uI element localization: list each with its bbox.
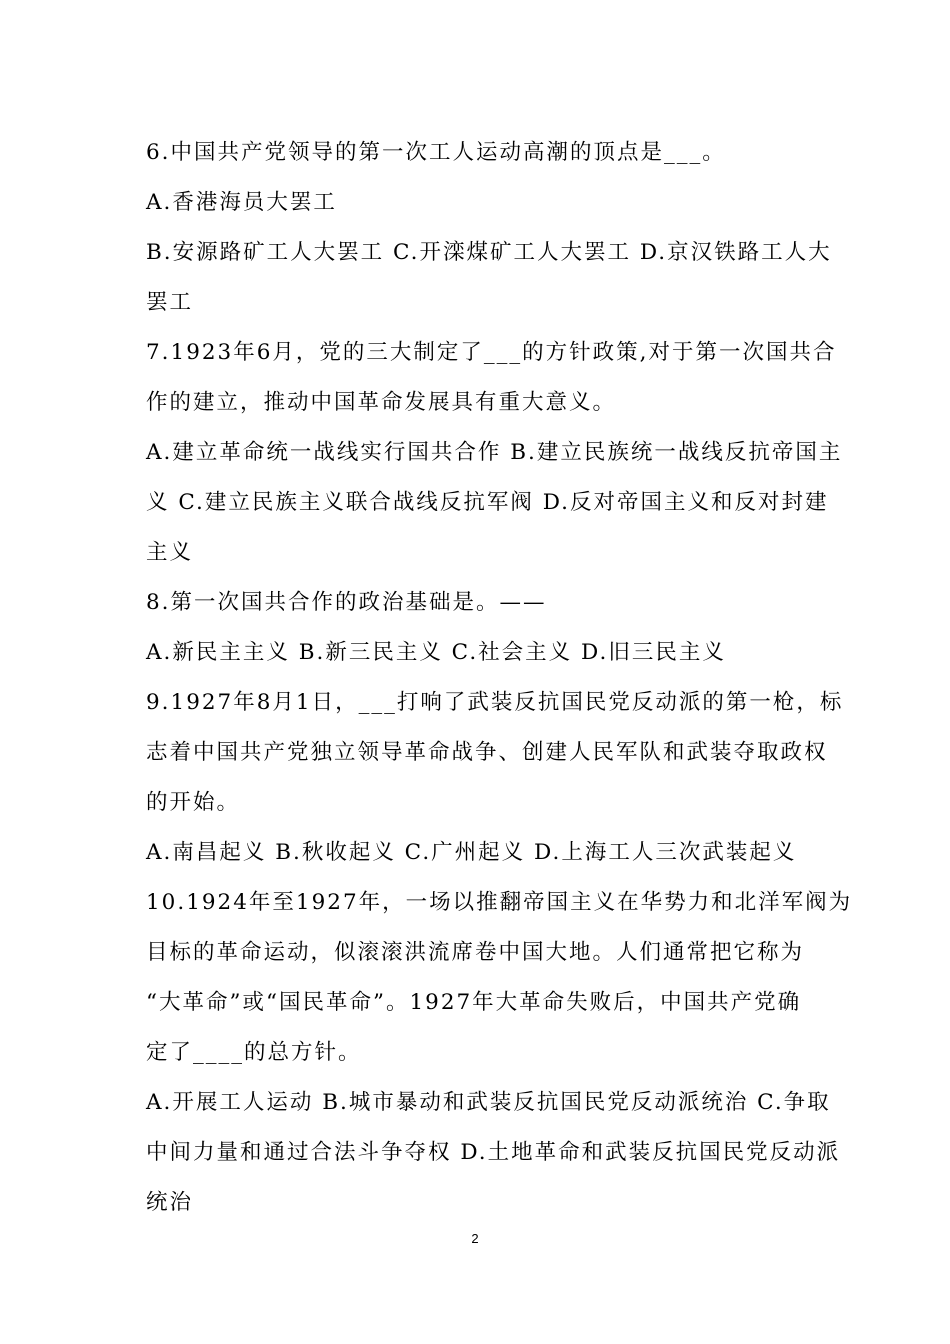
question-6-option-a: A.香港海员大罢工	[146, 190, 337, 215]
page-number: 2	[471, 1231, 479, 1246]
question-6-stem: 6.中国共产党领导的第一次工人运动高潮的顶点是___。	[146, 140, 726, 165]
question-text-block	[146, 128, 853, 1228]
question-7-options-line-2: 义 C.建立民族主义联合战线反抗军阀 D.反对帝国主义和反对封建	[146, 490, 829, 515]
question-10-stem-line-3: “大革命”或“国民革命”。1927年大革命失败后，中国共产党确	[146, 990, 802, 1015]
question-7-stem: 7.1923年6月，党的三大制定了___的方针政策,对于第一次国共合	[146, 340, 837, 365]
question-8-options: A.新民主主义 B.新三民主义 C.社会主义 D.旧三民主义	[146, 640, 726, 665]
question-7-options-line: A.建立革命统一战线实行国共合作 B.建立民族统一战线反抗帝国主	[146, 440, 843, 465]
question-10-stem-line-2: 目标的革命运动，似滚滚洪流席卷中国大地。人们通常把它称为	[146, 940, 805, 965]
question-9-stem-end: 的开始。	[146, 790, 241, 815]
question-6-options-line: B.安源路矿工人大罢工 C.开滦煤矿工人大罢工 D.京汉铁路工人大	[146, 240, 832, 265]
question-10-options-line: A.开展工人运动 B.城市暴动和武装反抗国民党反动派统治 C.争取	[146, 1090, 831, 1115]
question-8-stem: 8.第一次国共合作的政治基础是。——	[146, 590, 547, 615]
question-10-options-line-2: 中间力量和通过合法斗争夺权 D.土地革命和武装反抗国民党反动派	[146, 1140, 841, 1165]
question-10-stem: 10.1924年至1927年，一场以推翻帝国主义在华势力和北洋军阀为	[146, 890, 853, 915]
question-7-options-continuation: 主义	[146, 540, 194, 565]
question-10-stem-end: 定了____的总方针。	[146, 1040, 362, 1065]
question-7-stem-continuation: 作的建立，推动中国革命发展具有重大意义。	[146, 390, 617, 415]
question-9-options: A.南昌起义 B.秋收起义 C.广州起义 D.上海工人三次武装起义	[146, 840, 797, 865]
question-6-options-continuation: 罢工	[146, 290, 194, 315]
question-10-options-continuation: 统治	[146, 1190, 194, 1215]
question-9-stem-continuation: 志着中国共产党独立领导革命战争、创建人民军队和武装夺取政权	[146, 740, 828, 765]
question-9-stem: 9.1927年8月1日，___打响了武装反抗国民党反动派的第一枪，标	[146, 690, 844, 715]
